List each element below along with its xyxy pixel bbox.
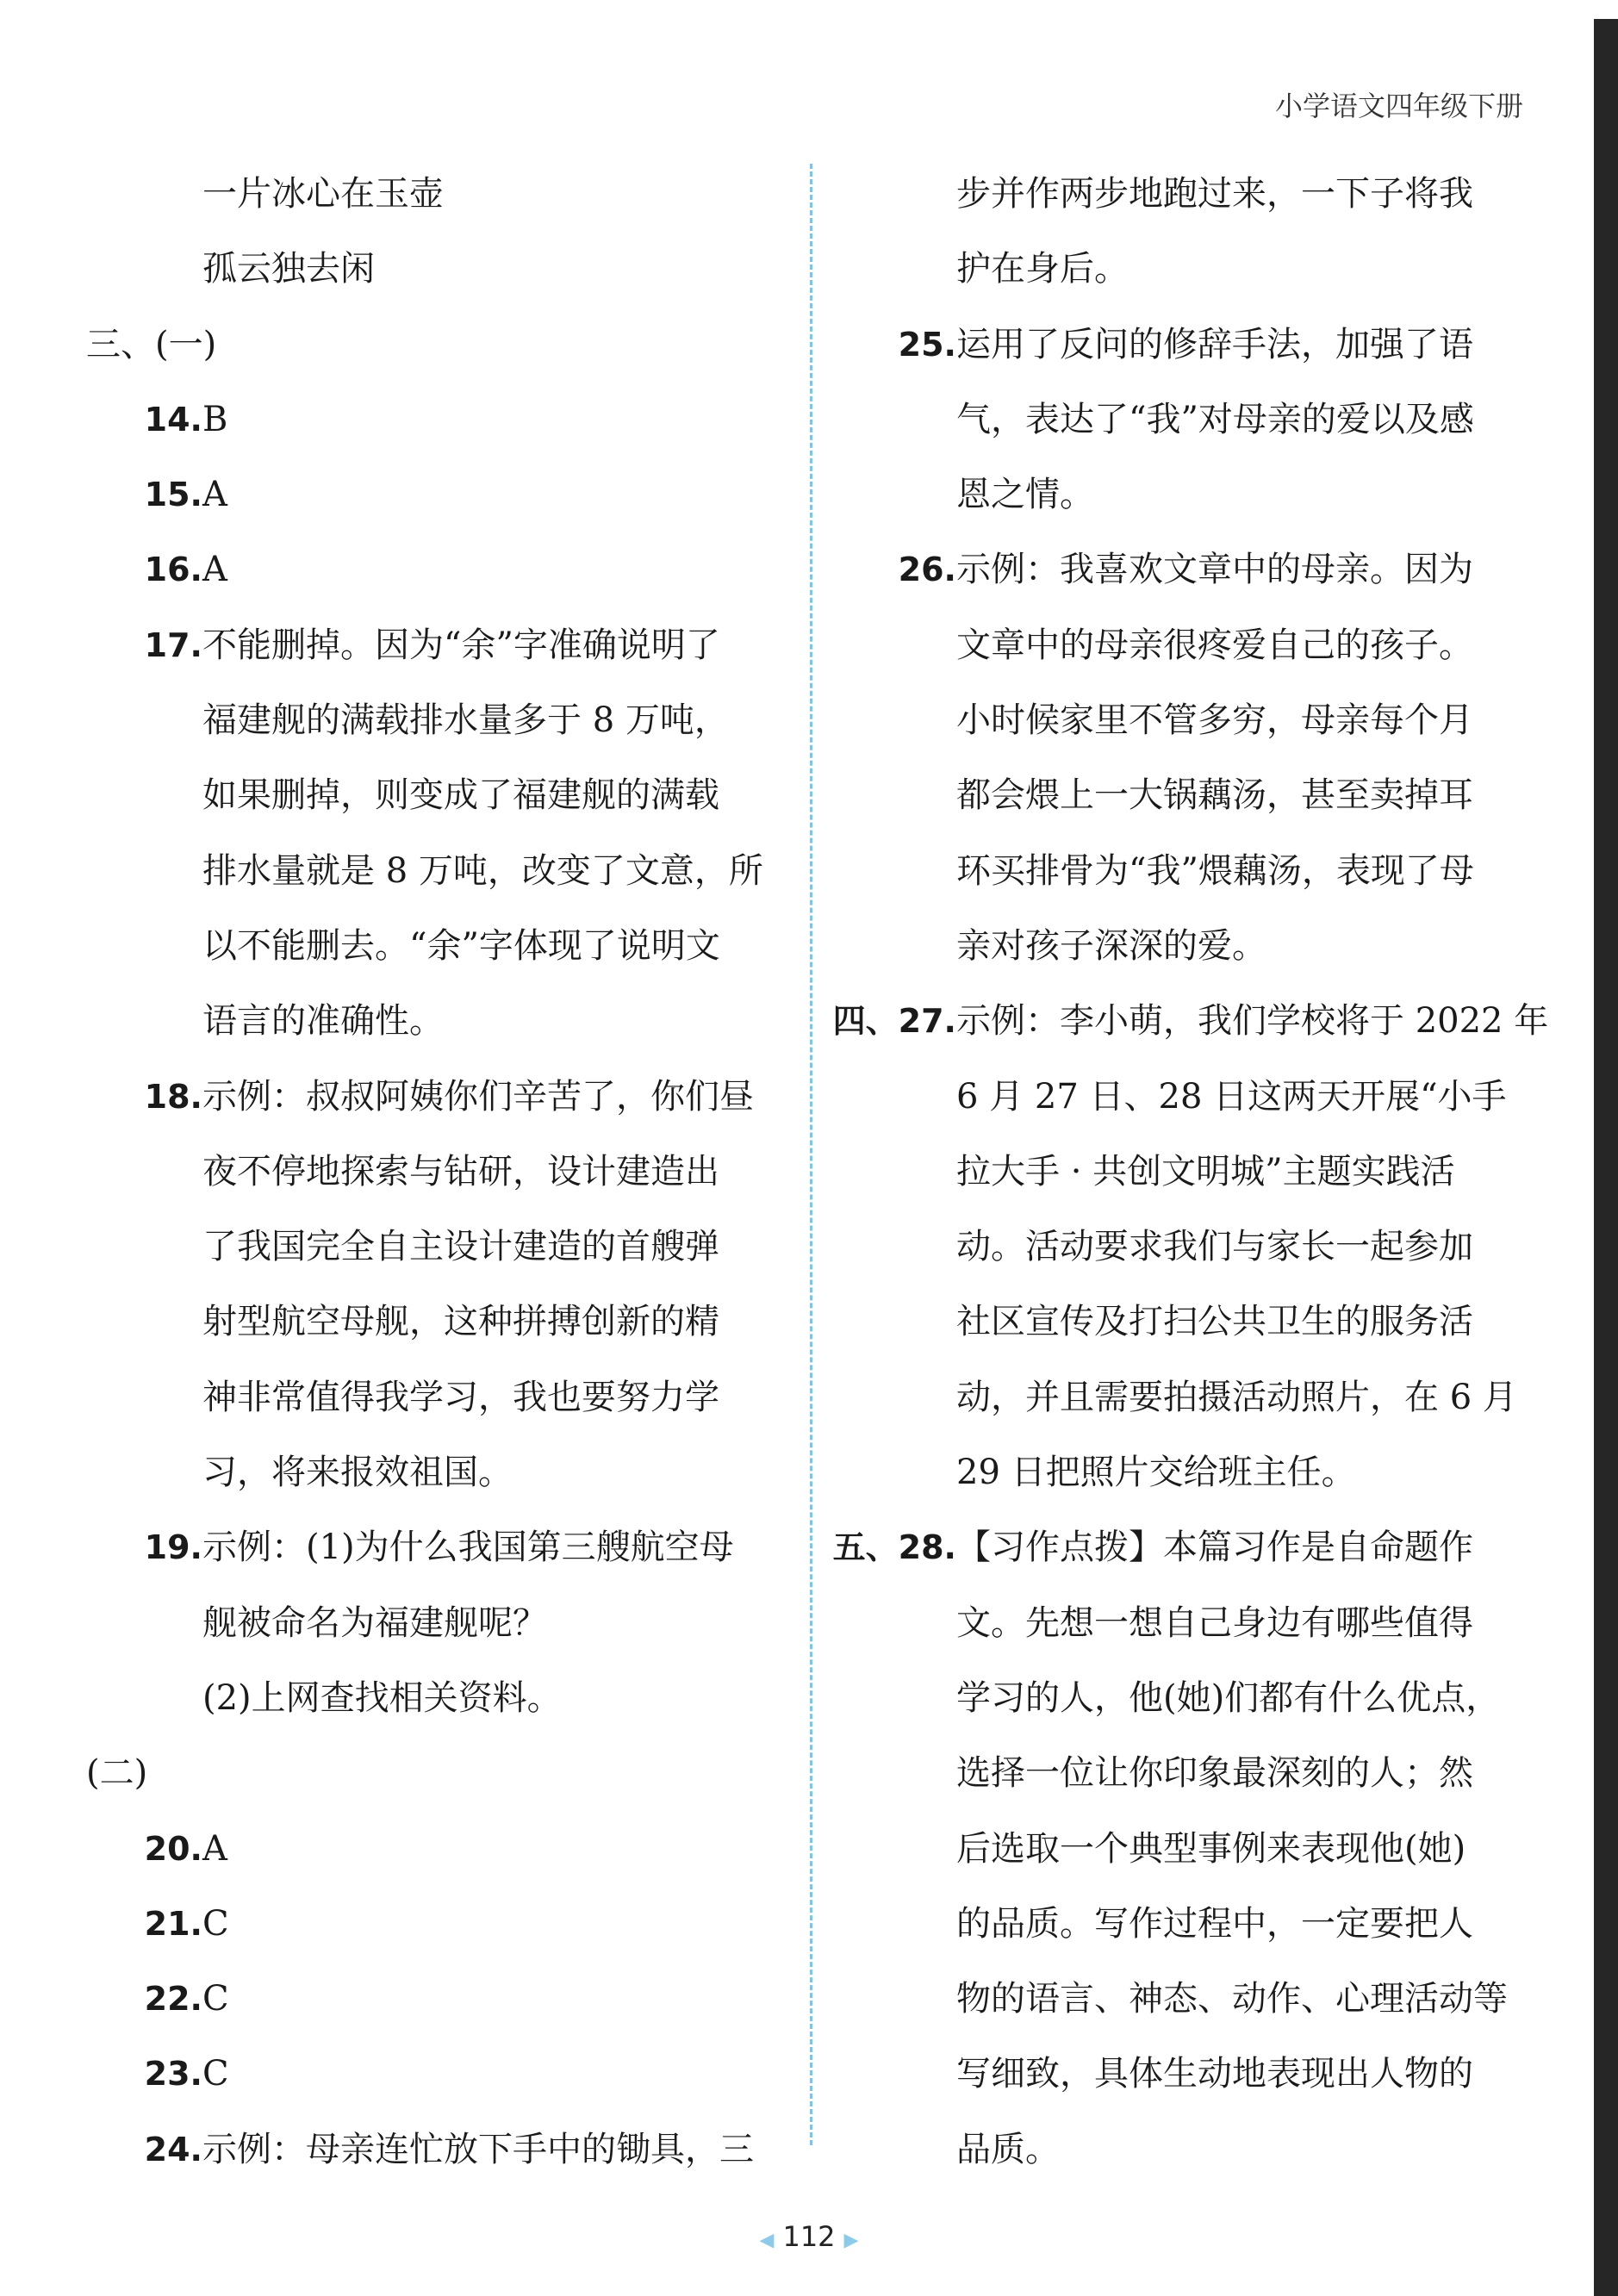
answer-line (843, 1661, 1549, 1736)
triangle-left-icon: ◀ (759, 2230, 775, 2251)
answer-line (843, 532, 1549, 607)
left-column (86, 157, 793, 2187)
section-heading: (二) (86, 1753, 148, 1794)
answer-line (843, 1135, 1549, 1210)
answer-text: 动。活动要求我们与家长一起参加 (956, 1227, 1473, 1267)
answer-text: 气，表达了“我”对母亲的爱以及感 (956, 399, 1474, 439)
answer-text: 习，将来报效祖国。 (202, 1453, 513, 1493)
answer-text: 示例：母亲连忙放下手中的锄具，三 (202, 2129, 754, 2169)
answer-text: 福建舰的满载排水量多于 8 万吨， (202, 700, 729, 741)
answer-text: C (202, 2054, 229, 2094)
answer-text: 夜不停地探索与钻研，设计建造出 (202, 1151, 719, 1192)
answer-line (86, 1510, 793, 1585)
answer-text: 亲对孩子深深的爱。 (956, 925, 1266, 966)
answer-text: A (202, 1828, 227, 1869)
column-divider (810, 164, 812, 2145)
right-column (832, 157, 1549, 2187)
question-number: 五、28. (832, 1528, 956, 1567)
answer-line (843, 457, 1549, 532)
answer-line (86, 1210, 793, 1285)
answer-line (86, 1135, 793, 1210)
answer-text: 拉大手 · 共创文明城”主题实践活 (956, 1151, 1455, 1192)
question-number: 26. (898, 551, 956, 589)
answer-text: 写细致，具体生动地表现出人物的 (956, 2054, 1473, 2094)
answer-text: A (202, 550, 227, 590)
answer-line (86, 2112, 793, 2187)
answer-line (843, 683, 1549, 758)
answer-text: C (202, 1903, 229, 1944)
answer-line (843, 909, 1549, 984)
answer-line (86, 157, 793, 232)
answer-line (843, 2112, 1549, 2187)
answer-text: B (202, 399, 228, 439)
answer-text: 学习的人，他(她)们都有什么优点， (956, 1677, 1501, 1718)
answer-line (86, 683, 793, 758)
answer-text: C (202, 1979, 229, 2019)
question-number: 21. (144, 1904, 202, 1943)
question-number: 20. (144, 1829, 202, 1868)
answer-line (86, 1887, 793, 1962)
answer-text: 恩之情。 (956, 475, 1094, 515)
question-number: 18. (144, 1077, 202, 1116)
answer-line (843, 758, 1549, 833)
answer-text: 社区宣传及打扫公共卫生的服务活 (956, 1302, 1473, 1342)
answer-line (843, 1736, 1549, 1811)
answer-text: 物的语言、神态、动作、心理活动等 (956, 1979, 1508, 2019)
answer-text: 都会煨上一大锅藕汤，甚至卖掉耳 (956, 775, 1473, 816)
answer-text: 如果删掉，则变成了福建舰的满载 (202, 775, 719, 816)
answer-line (86, 758, 793, 833)
answer-line (843, 1812, 1549, 1887)
answer-line (86, 984, 793, 1059)
answer-line (86, 1736, 793, 1811)
question-number: 15. (144, 476, 202, 514)
answer-text: 射型航空母舰，这种拼搏创新的精 (202, 1302, 719, 1342)
answer-text: 示例：李小萌，我们学校将于 2022 年 (956, 1001, 1549, 1042)
triangle-right-icon: ▶ (843, 2230, 859, 2251)
answer-text: 29 日把照片交给班主任。 (956, 1453, 1356, 1493)
answer-line (843, 1210, 1549, 1285)
page-number: 112 (782, 2220, 836, 2253)
answer-line (843, 1285, 1549, 1360)
answer-text: 了我国完全自主设计建造的首艘弹 (202, 1227, 719, 1267)
page-header-title: 小学语文四年级下册 (1274, 90, 1523, 122)
answer-text: 运用了反问的修辞手法，加强了语 (956, 324, 1473, 364)
answer-line (843, 308, 1549, 383)
answer-line (843, 834, 1549, 909)
answer-line (86, 383, 793, 457)
answer-line (86, 457, 793, 532)
answer-line (86, 834, 793, 909)
answer-line (86, 1285, 793, 1360)
answer-text: 的品质。写作过程中，一定要把人 (956, 1903, 1473, 1944)
answer-text: 动，并且需要拍摄活动照片，在 6 月 (956, 1377, 1517, 1417)
answer-text: 【习作点拨】本篇习作是自命题作 (956, 1528, 1473, 1568)
answer-text: 示例：我喜欢文章中的母亲。因为 (956, 550, 1473, 590)
answer-text: 语言的准确性。 (202, 1001, 444, 1042)
answer-text: 文。先想一想自己身边有哪些值得 (956, 1602, 1473, 1643)
answer-text: 文章中的母亲很疼爱自己的孩子。 (956, 625, 1473, 665)
answer-line (843, 1435, 1549, 1510)
answer-line (86, 1661, 793, 1736)
answer-line (86, 1435, 793, 1510)
answer-text: 神非常值得我学习，我也要努力学 (202, 1377, 719, 1417)
answer-line (832, 1510, 1549, 1585)
answer-line (86, 1812, 793, 1887)
answer-text: 后选取一个典型事例来表现他(她) (956, 1828, 1466, 1869)
question-number: 25. (898, 325, 956, 364)
answer-line (843, 1962, 1549, 2037)
answer-line (86, 608, 793, 683)
question-number: 24. (144, 2130, 202, 2168)
answer-text: 一片冰心在玉壶 (202, 174, 444, 214)
answer-text: 品质。 (956, 2129, 1060, 2169)
answer-line (843, 157, 1549, 232)
answer-text: 示例：叔叔阿姨你们辛苦了，你们昼 (202, 1076, 754, 1117)
answer-text: 孤云独去闲 (202, 249, 375, 289)
answer-text: 选择一位让你印象最深刻的人；然 (956, 1753, 1473, 1794)
question-number: 14. (144, 400, 202, 439)
answer-line (843, 608, 1549, 683)
answer-text: (2)上网查找相关资料。 (202, 1677, 562, 1718)
answer-line (843, 1360, 1549, 1435)
answer-line (843, 1586, 1549, 1661)
answer-line (86, 1962, 793, 2037)
answer-text: 以不能删去。“余”字体现了说明文 (202, 925, 720, 966)
answer-line (86, 1060, 793, 1135)
answer-line (86, 308, 793, 383)
answer-text: 环买排骨为“我”煨藕汤，表现了母 (956, 850, 1474, 891)
answer-text: 护在身后。 (956, 249, 1129, 289)
answer-text: 小时候家里不管多穷，母亲每个月 (956, 700, 1473, 741)
answer-line (843, 1060, 1549, 1135)
answer-line (86, 1360, 793, 1435)
answer-line (832, 984, 1549, 1059)
question-number: 17. (144, 625, 202, 664)
scan-edge-shadow (1594, 19, 1618, 2296)
page-footer (0, 2220, 1618, 2253)
answer-line (843, 383, 1549, 457)
question-number: 19. (144, 1528, 202, 1567)
answer-text: 不能删掉。因为“余”字准确说明了 (202, 625, 720, 665)
answer-text: 示例：(1)为什么我国第三艘航空母 (202, 1528, 734, 1568)
answer-text: 6 月 27 日、28 日这两天开展“小手 (956, 1076, 1507, 1117)
question-number: 22. (144, 1980, 202, 2019)
answer-line (86, 532, 793, 607)
question-number: 23. (144, 2055, 202, 2094)
question-number: 16. (144, 551, 202, 589)
answer-line (843, 232, 1549, 307)
answer-text: A (202, 475, 227, 515)
question-number: 四、27. (832, 1002, 956, 1041)
answer-line (86, 909, 793, 984)
answer-line (86, 232, 793, 307)
section-heading: 三、(一) (86, 324, 217, 364)
answer-line (843, 2037, 1549, 2112)
answer-line (86, 2037, 793, 2112)
answer-line (86, 1586, 793, 1661)
answer-line (843, 1887, 1549, 1962)
answer-text: 步并作两步地跑过来，一下子将我 (956, 174, 1473, 214)
answer-text: 舰被命名为福建舰呢？ (202, 1602, 547, 1643)
answer-text: 排水量就是 8 万吨，改变了文意，所 (202, 850, 763, 891)
